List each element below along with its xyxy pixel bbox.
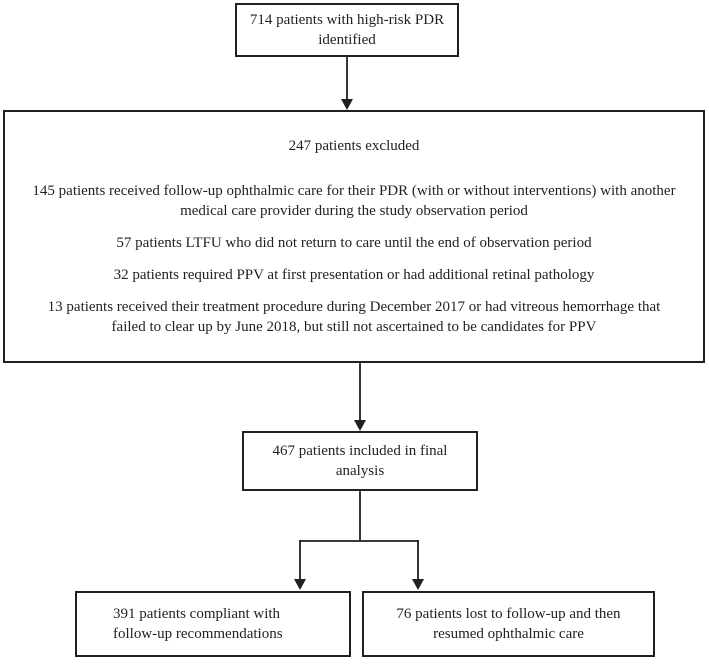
patients-resumed-text: 76 patients lost to follow-up and then resumed ophthalmic care <box>396 606 621 642</box>
excluded-reason: 57 patients LTFU who did not return to care until the end of observation period <box>116 235 592 251</box>
box-patients-compliant <box>75 591 351 657</box>
arrow-down-icon <box>354 420 366 431</box>
excluded-header: 247 patients excluded <box>288 138 420 154</box>
patients-identified-text: 714 patients with high-risk PDR identified <box>249 12 445 48</box>
box-patients-identified <box>235 3 459 57</box>
arrow-down-icon <box>412 579 424 590</box>
arrow-down-icon <box>294 579 306 590</box>
arrow-down-icon <box>341 99 353 110</box>
box-patients-resumed <box>362 591 655 657</box>
excluded-reason: 13 patients received their treatment procedure during December 2017 or had vitreous hemorrhage that failed to clear up by June 2018, but still not ascertained to be candidates for PPV <box>47 299 661 335</box>
box-patients-included <box>242 431 478 491</box>
patients-included-text: 467 patients included in final analysis <box>272 443 448 479</box>
box-patients-excluded <box>3 110 705 363</box>
excluded-reason: 145 patients received follow-up ophthalmic care for their PDR (with or without interventions) with another medical care provider during the study observation period <box>32 183 676 219</box>
patients-compliant-text: 391 patients compliant with follow-up recommendations <box>113 606 283 642</box>
excluded-reason: 32 patients required PPV at first presentation or had additional retinal pathology <box>113 267 595 283</box>
